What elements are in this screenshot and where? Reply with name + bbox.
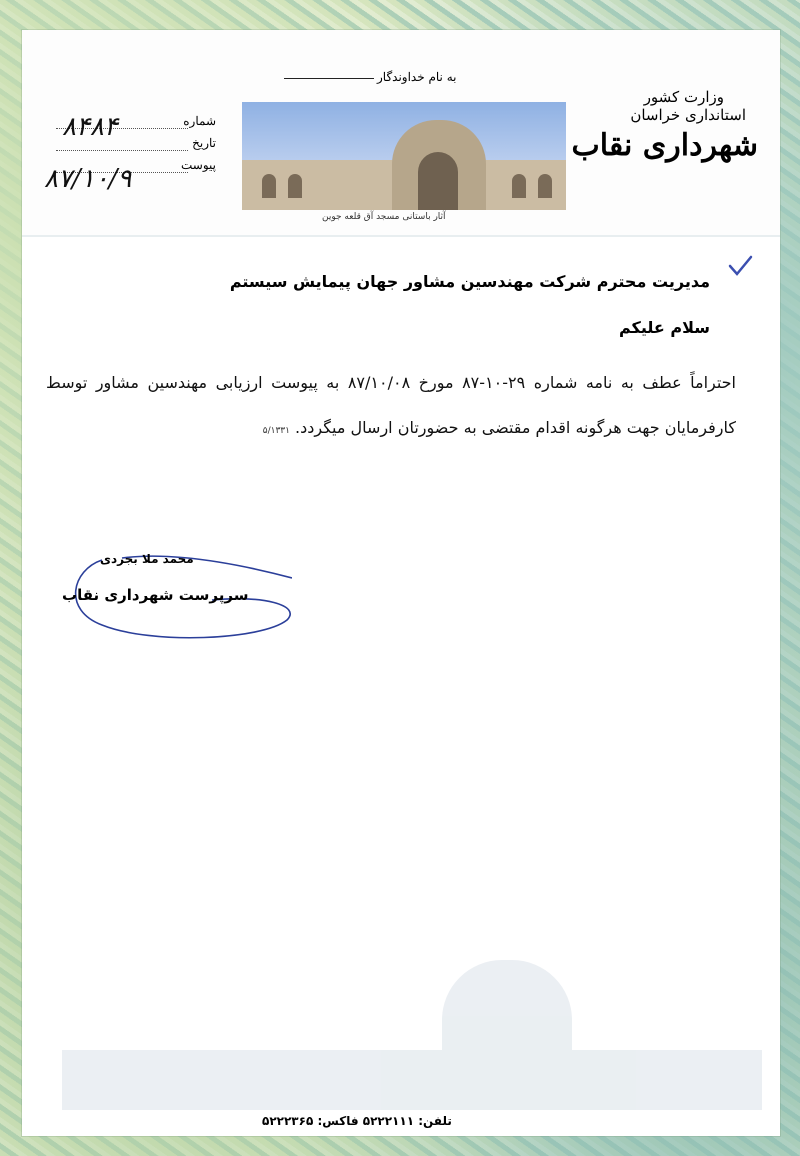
checkmark-icon bbox=[727, 254, 753, 280]
letter-body bbox=[46, 360, 736, 454]
meta-number-label: شماره bbox=[183, 114, 216, 128]
watermark-wall bbox=[62, 1050, 762, 1110]
meta-dots bbox=[56, 150, 188, 151]
watermark-dome bbox=[442, 960, 572, 1110]
header-divider bbox=[22, 235, 780, 237]
ministry-block bbox=[571, 88, 758, 163]
basmala: به نام خداوندگار bbox=[377, 70, 457, 84]
photo-caption: آثار باستانی مسجد آق قلعه جوین bbox=[322, 212, 446, 222]
ministry-name: وزارت کشور bbox=[643, 88, 724, 106]
signatory-title: سرپرست شهرداری نقاب bbox=[62, 586, 249, 604]
watermark-building bbox=[62, 950, 762, 1110]
photo-door bbox=[538, 174, 552, 198]
stamp-code: ۵/۱۳۳۱ bbox=[262, 426, 290, 436]
recipient-line: مدیریت محترم شرکت مهندسین مشاور جهان پیمایش سیستم bbox=[229, 272, 710, 291]
handwritten-date: ۸۷/۱۰/۹ bbox=[44, 164, 132, 194]
handwritten-number: ۸۴۸۴ bbox=[62, 112, 118, 142]
signatory-name: محمد ملا بجردی bbox=[100, 552, 194, 566]
letter-body-text: احتراماً عطف به نامه شماره ۲۹-۱۰-۸۷ مورخ ۸۷/۱۰/۰۸ به پیوست ارزیابی مهندسین مشاور توسط کارفرمایان جهت هرگونه اقدام مقتضی به حضورتان ارسال میگردد. bbox=[46, 373, 737, 437]
meta-attachment-label: پیوست bbox=[181, 158, 216, 172]
meta-date-label: تاریخ bbox=[192, 136, 216, 150]
mosque-photo bbox=[242, 102, 566, 210]
photo-door bbox=[288, 174, 302, 198]
photo-door bbox=[512, 174, 526, 198]
photo-door bbox=[262, 174, 276, 198]
photo-arch bbox=[418, 152, 458, 210]
municipality-name: شهرداری نقاب bbox=[571, 128, 758, 163]
letter-sheet bbox=[22, 30, 780, 1136]
greeting: سلام علیکم bbox=[618, 318, 710, 337]
province-name: استانداری خراسان bbox=[630, 106, 746, 124]
basmala-rule bbox=[284, 78, 374, 79]
letterhead bbox=[22, 30, 780, 235]
footer-contact: تلفن: ۵۲۲۲۱۱۱ فاکس: ۵۲۲۲۳۶۵ bbox=[262, 1114, 452, 1128]
